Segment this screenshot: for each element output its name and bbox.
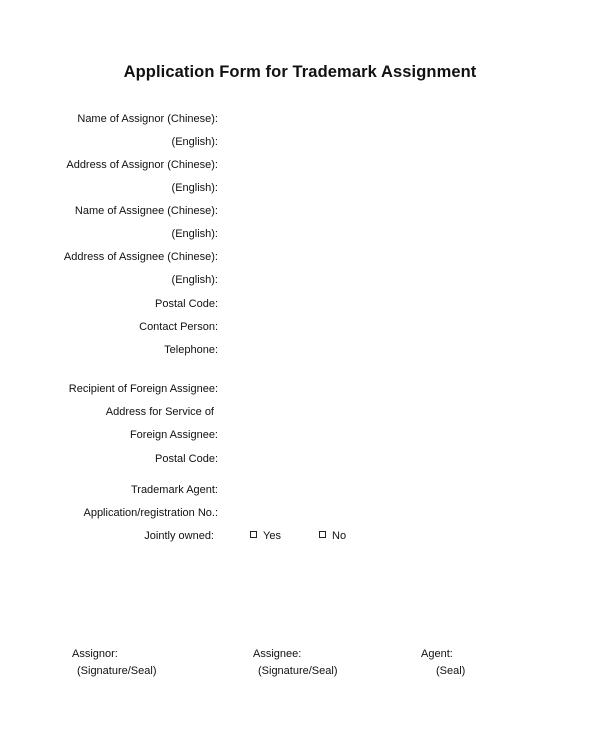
agent-seal-sublabel: (Seal): [436, 665, 466, 677]
jointly-owned-label: Jointly owned:: [144, 530, 214, 542]
foreign-assignee-label: Foreign Assignee:: [129, 429, 218, 441]
assignee-signature-sublabel: (Signature/Seal): [258, 665, 338, 677]
no-checkbox[interactable]: [319, 531, 326, 538]
assignee-address-english-label: (English):: [171, 274, 218, 286]
assignee-address-chinese-label: Address of Assignee (Chinese):: [63, 251, 218, 263]
jointly-owned-yes-option[interactable]: [250, 529, 281, 543]
assignee-signature-label: Assignee:: [253, 648, 302, 660]
contact-person-label: Contact Person:: [139, 321, 218, 333]
yes-option-label: Yes: [263, 530, 281, 542]
trademark-agent-label: Trademark Agent:: [130, 484, 218, 496]
foreign-postal-code-label: Postal Code:: [155, 453, 218, 465]
application-registration-no-label: Application/registration No.:: [83, 507, 218, 519]
assignor-address-chinese-label: Address of Assignor (Chinese):: [66, 159, 218, 171]
assignor-signature-label: Assignor:: [72, 648, 118, 660]
yes-checkbox[interactable]: [250, 531, 257, 538]
address-for-service-label: Address for Service of: [105, 406, 214, 418]
recipient-foreign-assignee-label: Recipient of Foreign Assignee:: [68, 383, 218, 395]
jointly-owned-no-option[interactable]: [319, 529, 346, 543]
assignor-address-english-label: (English):: [171, 182, 218, 194]
assignee-name-chinese-label: Name of Assignee (Chinese):: [74, 205, 218, 217]
agent-signature-label: Agent:: [421, 648, 453, 660]
postal-code-label: Postal Code:: [155, 298, 218, 310]
assignor-name-english-label: (English):: [171, 136, 218, 148]
form-title: Application Form for Trademark Assignment: [123, 63, 477, 81]
no-option-label: No: [332, 530, 347, 542]
assignor-name-chinese-label: Name of Assignor (Chinese):: [77, 113, 218, 125]
telephone-label: Telephone:: [164, 344, 218, 356]
assignee-name-english-label: (English):: [171, 228, 218, 240]
assignor-signature-sublabel: (Signature/Seal): [77, 665, 157, 677]
